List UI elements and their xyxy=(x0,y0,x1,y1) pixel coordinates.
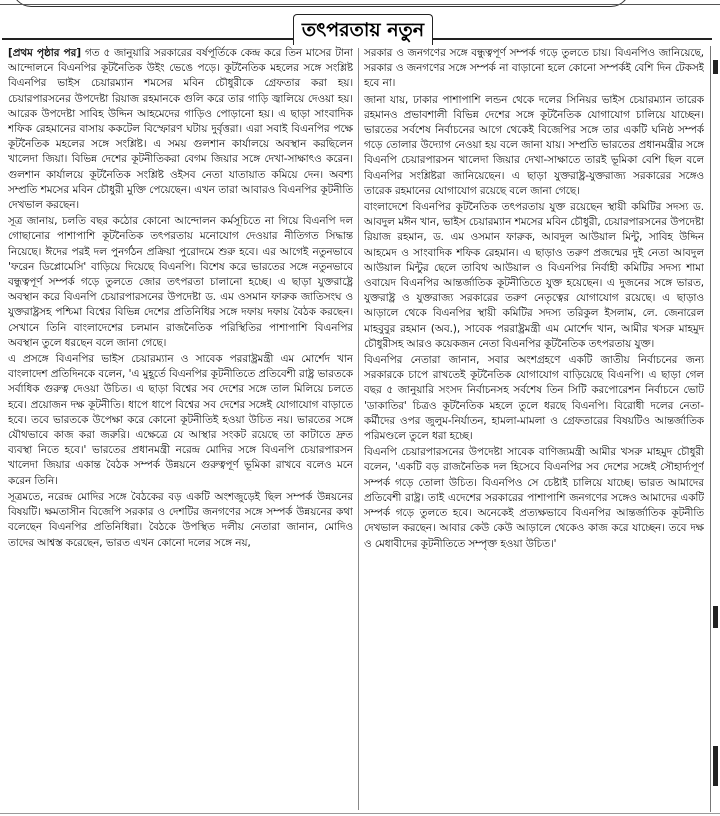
paragraph: সূত্রমতে, নরেন্দ্র মোদির সঙ্গে বৈঠকের বড় একটি অংশজুড়েই ছিল সম্পর্ক উন্নয়নের বিষয়টি। ক্ষমতাসীন বিজেপি সরকার ও দেশটির জনগণের সঙ্গে সম্পর্ক উন্নয়নের কথা বলেছেন বিএনপির প্রতিনিধিরা। বৈঠকে উপস্থিত দলীয় নেতারা জানান, মোদিও তাদের আশ্বস্ত করেছেন, ভারত এখন কোনো দলের সঙ্গে নয়, xyxy=(8,490,353,549)
paragraph-text: গত ৫ জানুয়ারি সরকারের বর্ষপূর্তিকে কেন্দ্র করে তিন মাসের টানা আন্দোলনে বিএনপির কূটনৈতিক উইং ভেঙে পড়ে। কূটনৈতিক মহলের সঙ্গে সংশ্লিষ্ট বিএনপির ভাইস চেয়ারম্যান শমসের মবিন চৌধুরীকে গ্রেফতার করা হয়। চেয়ারপারসনের উপদেষ্টা রিয়াজ রহমানকে গুলি করে তার গাড়ি জ্বালিয়ে দেওয়া হয়। আরেক উপদেষ্টা সাবিহ উদ্দিন আহমেদের গাড়িও পোড়ানো হয়। এ ছাড়া সাংবাদিক শফিক রেহমানের বাসায় ককটেল বিস্ফোরণ ঘটায় দুর্বৃত্তরা। এরা সবাই বিএনপির পক্ষে কূটনৈতিক মহলের সঙ্গে সংশ্লিষ্ট। এ সময় গুলশান কার্যালয়ে অবস্থান করছিলেন খালেদা জিয়া। বিভিন্ন দেশের কূটনীতিকরা বেগম জিয়ার সঙ্গে দেখা-সাক্ষাৎও করেন। গুলশান কার্যালয়ে কূটনৈতিক সংশ্লিষ্ট ওইসব নেতা যাতায়াত কমিয়ে দেন। অবশ্য সম্প্রতি শমসের মবিন চৌধুরী মুক্তি পেয়েছেন। এখন তারা আবারও বিএনপির কূটনীতি দেখভাল করছেন। xyxy=(8,47,353,212)
bottom-border-rule xyxy=(0,813,720,814)
paragraph: সরকার ও জনগণের সঙ্গে বন্ধুত্বপূর্ণ সম্পর্ক গড়ে তুলতে চায়। বিএনপিও জানিয়েছে, সরকার ও জনগণের সঙ্গে সম্পর্ক না বাড়ানো হলে কোনো সম্পর্কই বেশি দিন টেকসই হবে না। xyxy=(364,47,704,90)
paragraph: সূত্র জানায়, চলতি বছর কঠোর কোনো আন্দোলন কর্মসূচিতে না গিয়ে বিএনপি দল গোছানোর পাশাপাশি কূটনৈতিক তৎপরতায় মনোযোগ দেওয়ার নীতিগত সিদ্ধান্ত নিয়েছে। ঈদের পরই দল পুনর্গঠন প্রক্রিয়া পুরোদমে শুরু হবে। এর আগেই নতুনভাবে 'ফরেন ডিপ্লোমেসি' বাড়িয়ে দিয়েছে বিএনপি। বিশেষ করে ভারতের সঙ্গে নতুনভাবে বন্ধুত্বপূর্ণ সম্পর্ক গড়ে তুলতে জোর তৎপরতা চালানো হচ্ছে। এ ছাড়া যুক্তরাষ্ট্রে অবস্থান করে বিএনপি চেয়ারপারসনের উপদেষ্টা ড. এম ওসমান ফারুক জাতিসংঘ ও যুক্তরাষ্ট্রসহ পশ্চিমা বিশ্বের বিভিন্ন দেশের প্রতিনিধির সঙ্গে দফায় দফায় বৈঠক করছেন। সেখানে তিনি বাংলাদেশের চলমান রাজনৈতিক পরিস্থিতির পাশাপাশি বিএনপির অবস্থান তুলে ধরছেন বলে জানা গেছে। xyxy=(8,215,353,349)
paragraph xyxy=(8,46,353,213)
article-column-2 xyxy=(364,46,704,812)
paragraph: এ প্রসঙ্গে বিএনপির ভাইস চেয়ারম্যান ও সাবেক পররাষ্ট্রমন্ত্রী এম মোর্শেদ খান বাংলাদেশ প্রতিদিনকে বলেন, 'এ মুহূর্তে বিএনপির কূটনীতিতে প্রতিবেশী রাষ্ট্র ভারতকে সর্বাধিক গুরুত্ব দেওয়া উচিত। এ ছাড়া বিশ্বের সব দেশের সঙ্গে তাল মিলিয়ে চলতে হবে। প্রয়োজন দক্ষ কূটনীতি। ধাপে ধাপে বিশ্বের সব দেশের সঙ্গেই যোগাযোগ বাড়াতে হবে। তবে ভারতকে উপেক্ষা করে কোনো কূটনীতিই হওয়া উচিত নয়। ভারতের সঙ্গে যৌথভাবে কাজ করা জরুরি। এক্ষেত্রে যে আস্থার সংকট রয়েছে তা কাটাতে দ্রুত ব্যবস্থা নিতে হবে।' ভারতের প্রধানমন্ত্রী নরেন্দ্র মোদির সঙ্গে বিএনপি চেয়ারপারসন খালেদা জিয়ার একান্ত বৈঠক সম্পর্ক উন্নয়নে গুরুত্বপূর্ণ ভূমিকা রাখবে বলেও মনে করেন তিনি। xyxy=(8,353,353,487)
continuation-kicker: [প্রথম পৃষ্ঠার পর] xyxy=(8,47,82,59)
paragraph: জানা যায়, ঢাকার পাশাপাশি লন্ডন থেকে দলের সিনিয়র ভাইস চেয়ারম্যান তারেক রহমানও প্রভাবশালী বিভিন্ন দেশের সঙ্গে কূটনৈতিক যোগাযোগ চালিয়ে যাচ্ছেন। ভারতের সর্বশেষ নির্বাচনের আগে থেকেই বিজেপির সঙ্গে তার একটি ঘনিষ্ঠ সম্পর্ক গড়ে তোলার উদ্যোগ নেওয়া হয় বলে জানা যায়। সম্প্রতি ভারতের প্রধানমন্ত্রীর সঙ্গে বিএনপি চেয়ারপারসন খালেদা জিয়ার দেখা-সাক্ষাতে তারই ভূমিকা বেশি ছিল বলে বিএনপির সংশ্লিষ্টরা জানিয়েছেন। এ ছাড়া যুক্তরাষ্ট্র-যুক্তরাজ্য সরকারের সঙ্গেও তারেক রহমানের যোগাযোগ রয়েছে বলে জানা গেছে। xyxy=(364,93,704,197)
headline-banner xyxy=(0,14,712,40)
article-column-1 xyxy=(8,46,353,812)
article-headline: তৎপরতায় নতুন xyxy=(293,14,433,45)
paragraph: বাংলাদেশে বিএনপির কূটনৈতিক তৎপরতায় যুক্ত রয়েছেন স্থায়ী কমিটির সদস্য ড. আবদুল মঈন খান, ভাইস চেয়ারম্যান শমসের মবিন চৌধুরী, চেয়ারপারসনের উপদেষ্টা রিয়াজ রহমান, ড. এম ওসমান ফারুক, আবদুল আউয়াল মিন্টু, সাবিহ উদ্দিন আহমেদ ও সাংবাদিক শফিক রেহমান। এ ছাড়াও তরুণ প্রজন্মের দুই নেতা আবদুল আউয়াল মিন্টুর ছেলে তাবিথ আউয়াল ও বিএনপির নির্বাহী কমিটির সদস্য শামা ওবায়েদ বিএনপির আন্তর্জাতিক কূটনীতিতে যুক্ত হয়েছেন। এ দুজনের সঙ্গে ভারত, যুক্তরাষ্ট্র ও যুক্তরাজ্য সরকারের তরুণ নেতৃত্বের যোগাযোগ রয়েছে। এ ছাড়াও আড়ালে থেকে বিএনপির স্থায়ী কমিটির সদস্য তরিকুল ইসলাম, লে. জেনারেল মাহবুবুর রহমান (অব.), সাবেক পররাষ্ট্রমন্ত্রী এম মোর্শেদ খান, আমীর খসরু মাহমুদ চৌধুরীসহ আরও কয়েকজন নেতা বিএনপির কূটনৈতিক তৎপরতায় যুক্ত। xyxy=(364,201,704,350)
top-border-rule xyxy=(0,0,720,5)
paragraph: বিএনপি চেয়ারপারসনের উপদেষ্টা সাবেক বাণিজ্যমন্ত্রী আমীর খসরু মাহমুদ চৌধুরী বলেন, 'একটি বড় রাজনৈতিক দল হিসেবে বিএনপির সব দেশের সঙ্গেই সৌহার্দ্যপূর্ণ সম্পর্ক গড়ে তোলা উচিত। বিএনপিও সে চেষ্টাই চালিয়ে যাচ্ছে। ভারত আমাদের প্রতিবেশী রাষ্ট্র। তাই এদেশের সরকারের পাশাপাশি জনগণের সঙ্গেও আমাদের একটি সম্পর্ক গড়ে তুলতে হবে। অনেকেই প্রত্যক্ষভাবে বিএনপির আন্তর্জাতিক কূটনীতি দেখভাল করছেন। আবার কেউ কেউ আড়ালে থেকেও কাজ করে যাচ্ছেন। তবে দক্ষ ও মেধাবীদের কূটনীতিতে সম্পৃক্ত হওয়া উচিত।' xyxy=(364,446,704,550)
adjacent-column-edge xyxy=(710,46,720,812)
column-divider xyxy=(358,48,359,810)
paragraph: বিএনপির নেতারা জানান, সবার অংশগ্রহণে একটি জাতীয় নির্বাচনের জন্য সরকারকে চাপে রাখতেই কূটনৈতিক যোগাযোগ বাড়িয়েছে বিএনপি। এ ছাড়া গেল বছর ৫ জানুয়ারি সংসদ নির্বাচনসহ সর্বশেষ তিন সিটি করপোরেশন নির্বাচনে ভোট 'ডাকাতির' চিত্রও কূটনৈতিক মহলে তুলে ধরছে বিএনপি। বিরোধী দলের নেতা-কর্মীদের ওপর জুলুম-নির্যাতন, হামলা-মামলা ও গ্রেফতারের বিষয়টিও আন্তর্জাতিক পরিমণ্ডলে তুলে ধরা হচ্ছে। xyxy=(364,354,704,443)
